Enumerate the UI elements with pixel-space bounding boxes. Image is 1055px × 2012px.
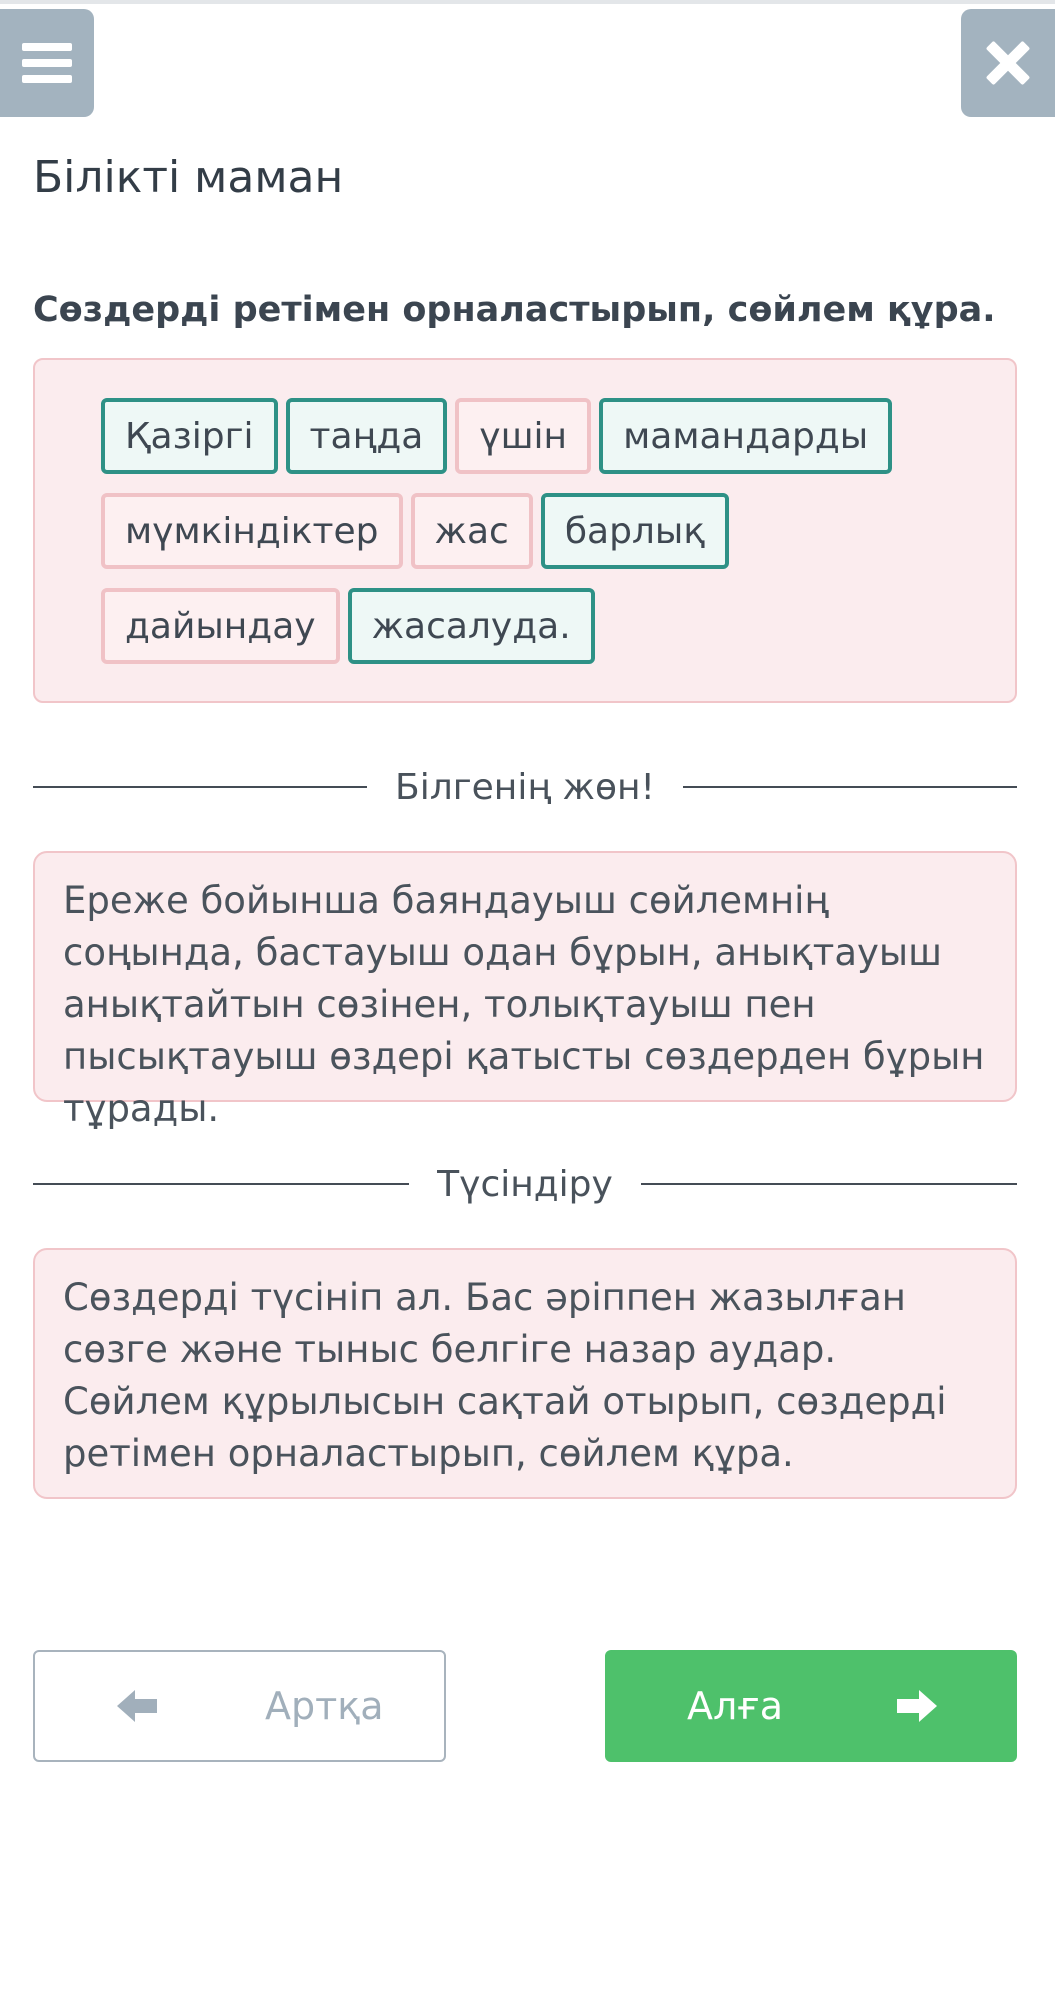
word-chip[interactable]: мүмкіндіктер	[101, 493, 403, 569]
explanation-text: Сөздерді түсініп ал. Бас әріппен жазылған сөзге және тыныс белгіге назар аудар. Сөйлем құрылысын сақтай отырып, сөздерді ретімен орналастырып, сөйлем құра.	[63, 1276, 947, 1475]
divider-line	[683, 786, 1017, 788]
divider-line	[33, 786, 367, 788]
tip-text: Ереже бойынша баяндауыш сөйлемнің соңында, бастауыш одан бұрын, анықтауыш анықтайтын сөзінен, толықтауыш пен пысықтауыш өздері қатысты сөздерден бұрын тұрады.	[63, 879, 985, 1130]
explanation-heading: Түсіндіру	[437, 1163, 613, 1205]
task-instruction: Сөздерді ретімен орналастырып, сөйлем құра.	[33, 290, 996, 330]
next-button-label: Алға	[687, 1684, 784, 1728]
word-chip-list	[101, 398, 901, 664]
word-chip[interactable]: жас	[411, 493, 533, 569]
top-border	[0, 0, 1055, 4]
word-chip[interactable]: Қазіргі	[101, 398, 278, 474]
explanation-box	[33, 1248, 1017, 1499]
arrow-right-icon	[895, 1688, 939, 1724]
tip-heading: Білгенің жөн!	[395, 766, 655, 808]
divider-line	[641, 1183, 1017, 1185]
word-chip[interactable]: мамандарды	[599, 398, 892, 474]
divider-line	[33, 1183, 409, 1185]
tip-divider	[33, 762, 1017, 812]
close-icon	[986, 41, 1030, 85]
menu-button[interactable]	[0, 9, 94, 117]
word-chip[interactable]: барлық	[541, 493, 729, 569]
word-chip[interactable]: дайындау	[101, 588, 340, 664]
answer-drop-area[interactable]	[33, 358, 1017, 703]
back-button[interactable]	[33, 1650, 446, 1762]
back-button-label: Артқа	[265, 1684, 384, 1728]
hamburger-menu-icon	[22, 43, 72, 83]
word-chip[interactable]: таңда	[286, 398, 448, 474]
next-button[interactable]	[605, 1650, 1017, 1762]
arrow-left-icon	[115, 1688, 159, 1724]
explanation-divider	[33, 1159, 1017, 1209]
word-chip[interactable]: үшін	[455, 398, 591, 474]
tip-box	[33, 851, 1017, 1130]
word-chip[interactable]: жасалуда.	[348, 588, 595, 664]
close-button[interactable]	[961, 9, 1055, 117]
lesson-title: Білікті маман	[33, 152, 344, 203]
